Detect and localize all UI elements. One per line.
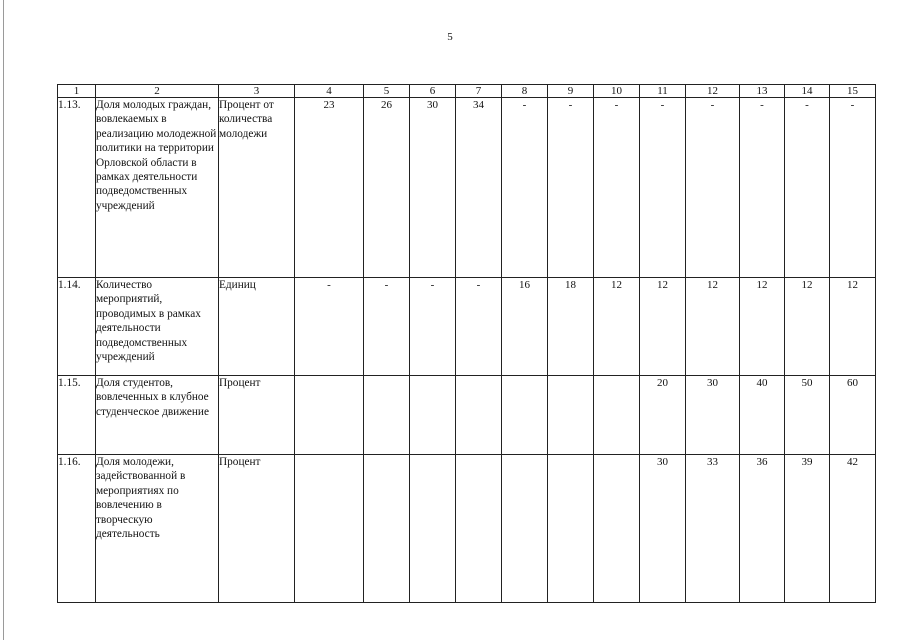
column-header: 10 xyxy=(594,85,640,98)
table-row xyxy=(58,98,876,278)
indicator-name: Доля молодых граждан, вовлекаемых в реализацию молодежной политики на территории Орловской области в рамках деятельности подведомственных учреждений xyxy=(96,98,219,278)
value-cell: - xyxy=(785,98,830,278)
value-cell: 12 xyxy=(686,278,740,376)
column-header: 4 xyxy=(295,85,364,98)
value-cell xyxy=(548,376,594,455)
row-number: 1.13. xyxy=(58,98,96,278)
value-cell: - xyxy=(364,278,410,376)
unit-of-measure: Единиц xyxy=(219,278,295,376)
column-header: 1 xyxy=(58,85,96,98)
column-header: 7 xyxy=(456,85,502,98)
row-number: 1.16. xyxy=(58,455,96,603)
indicator-name: Количество мероприятий, проводимых в рамках деятельности подведомственных учреждений xyxy=(96,278,219,376)
column-header: 12 xyxy=(686,85,740,98)
value-cell: 30 xyxy=(640,455,686,603)
value-cell: 42 xyxy=(830,455,876,603)
value-cell: 12 xyxy=(594,278,640,376)
value-cell xyxy=(410,455,456,603)
indicator-name: Доля молодежи, задействованной в мероприятиях по вовлечению в творческую деятельность xyxy=(96,455,219,603)
value-cell: 12 xyxy=(640,278,686,376)
column-header: 9 xyxy=(548,85,594,98)
value-cell: 40 xyxy=(740,376,785,455)
value-cell: 18 xyxy=(548,278,594,376)
value-cell: 23 xyxy=(295,98,364,278)
column-header: 13 xyxy=(740,85,785,98)
value-cell: - xyxy=(740,98,785,278)
value-cell xyxy=(295,376,364,455)
value-cell: 34 xyxy=(456,98,502,278)
value-cell: 12 xyxy=(740,278,785,376)
value-cell: - xyxy=(502,98,548,278)
row-number: 1.15. xyxy=(58,376,96,455)
table-header-row xyxy=(58,85,876,98)
column-header: 8 xyxy=(502,85,548,98)
value-cell: 36 xyxy=(740,455,785,603)
value-cell: 12 xyxy=(785,278,830,376)
value-cell: 33 xyxy=(686,455,740,603)
value-cell: - xyxy=(548,98,594,278)
value-cell: - xyxy=(640,98,686,278)
column-header: 5 xyxy=(364,85,410,98)
value-cell: - xyxy=(686,98,740,278)
row-number: 1.14. xyxy=(58,278,96,376)
value-cell xyxy=(364,376,410,455)
unit-of-measure: Процент от количества молодежи xyxy=(219,98,295,278)
value-cell: 30 xyxy=(686,376,740,455)
value-cell: 30 xyxy=(410,98,456,278)
value-cell xyxy=(456,376,502,455)
unit-of-measure: Процент xyxy=(219,455,295,603)
indicators-table xyxy=(57,84,876,603)
column-header: 15 xyxy=(830,85,876,98)
value-cell xyxy=(456,455,502,603)
value-cell: 12 xyxy=(830,278,876,376)
value-cell: 20 xyxy=(640,376,686,455)
value-cell: 16 xyxy=(502,278,548,376)
value-cell xyxy=(548,455,594,603)
value-cell xyxy=(594,455,640,603)
value-cell: 39 xyxy=(785,455,830,603)
column-header: 14 xyxy=(785,85,830,98)
page-number: 5 xyxy=(447,31,453,43)
value-cell: 26 xyxy=(364,98,410,278)
column-header: 11 xyxy=(640,85,686,98)
value-cell xyxy=(295,455,364,603)
value-cell xyxy=(502,376,548,455)
column-header: 2 xyxy=(96,85,219,98)
value-cell: - xyxy=(456,278,502,376)
table-row xyxy=(58,455,876,603)
column-header: 3 xyxy=(219,85,295,98)
value-cell: - xyxy=(295,278,364,376)
value-cell: - xyxy=(830,98,876,278)
value-cell: 60 xyxy=(830,376,876,455)
value-cell xyxy=(364,455,410,603)
table-row xyxy=(58,278,876,376)
value-cell xyxy=(594,376,640,455)
value-cell: - xyxy=(410,278,456,376)
value-cell: - xyxy=(594,98,640,278)
column-header: 6 xyxy=(410,85,456,98)
value-cell xyxy=(502,455,548,603)
page-left-edge-rule xyxy=(3,0,4,640)
indicator-name: Доля студентов, вовлеченных в клубное студенческое движение xyxy=(96,376,219,455)
unit-of-measure: Процент xyxy=(219,376,295,455)
value-cell: 50 xyxy=(785,376,830,455)
table-row xyxy=(58,376,876,455)
value-cell xyxy=(410,376,456,455)
